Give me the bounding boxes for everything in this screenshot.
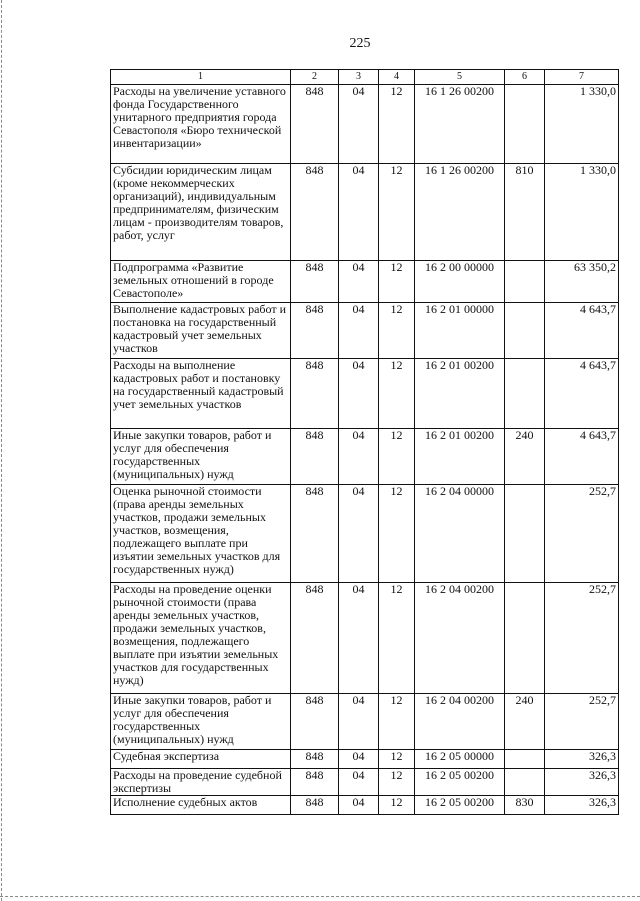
row-name-cell: Расходы на проведение судебной экспертизы xyxy=(111,769,291,796)
row-pr-cell: 12 xyxy=(379,796,415,815)
scan-edge-left xyxy=(1,0,2,901)
table-row xyxy=(111,694,619,750)
row-ved-cell: 848 xyxy=(291,429,339,485)
col-header-6: 6 xyxy=(505,70,545,85)
row-rz-cell: 04 xyxy=(339,769,379,796)
row-vr-cell xyxy=(505,583,545,694)
row-vr-cell: 810 xyxy=(505,164,545,261)
row-ved-cell: 848 xyxy=(291,769,339,796)
row-csr-cell: 16 2 04 00000 xyxy=(415,485,505,583)
table-row xyxy=(111,261,619,303)
col-header-3: 3 xyxy=(339,70,379,85)
row-rz-cell: 04 xyxy=(339,485,379,583)
table-row xyxy=(111,769,619,796)
budget-table xyxy=(110,69,619,815)
row-rz-cell: 04 xyxy=(339,164,379,261)
row-ved-cell: 848 xyxy=(291,750,339,769)
row-csr-cell: 16 2 04 00200 xyxy=(415,694,505,750)
row-ved-cell: 848 xyxy=(291,85,339,164)
scan-edge-bottom xyxy=(0,896,640,897)
row-pr-cell: 12 xyxy=(379,485,415,583)
row-rz-cell: 04 xyxy=(339,429,379,485)
row-pr-cell: 12 xyxy=(379,429,415,485)
row-csr-cell: 16 2 01 00200 xyxy=(415,429,505,485)
row-pr-cell: 12 xyxy=(379,769,415,796)
col-header-2: 2 xyxy=(291,70,339,85)
row-amount-cell: 63 350,2 xyxy=(545,261,619,303)
col-header-1: 1 xyxy=(111,70,291,85)
row-ved-cell: 848 xyxy=(291,796,339,815)
row-pr-cell: 12 xyxy=(379,85,415,164)
table-row xyxy=(111,429,619,485)
row-vr-cell: 240 xyxy=(505,694,545,750)
row-amount-cell: 4 643,7 xyxy=(545,359,619,429)
row-pr-cell: 12 xyxy=(379,261,415,303)
row-csr-cell: 16 2 00 00000 xyxy=(415,261,505,303)
row-amount-cell: 252,7 xyxy=(545,485,619,583)
row-pr-cell: 12 xyxy=(379,583,415,694)
table-row xyxy=(111,164,619,261)
row-vr-cell xyxy=(505,261,545,303)
table-row xyxy=(111,583,619,694)
row-vr-cell: 240 xyxy=(505,429,545,485)
row-csr-cell: 16 2 05 00200 xyxy=(415,796,505,815)
row-name-cell: Расходы на увеличение уставного фонда Государственного унитарного предприятия города Севастополя «Бюро технической инвентаризации» xyxy=(111,85,291,164)
row-csr-cell: 16 2 01 00200 xyxy=(415,359,505,429)
row-ved-cell: 848 xyxy=(291,164,339,261)
col-header-4: 4 xyxy=(379,70,415,85)
row-ved-cell: 848 xyxy=(291,694,339,750)
row-rz-cell: 04 xyxy=(339,261,379,303)
row-amount-cell: 252,7 xyxy=(545,583,619,694)
row-csr-cell: 16 2 01 00000 xyxy=(415,303,505,359)
row-ved-cell: 848 xyxy=(291,303,339,359)
row-csr-cell: 16 2 04 00200 xyxy=(415,583,505,694)
row-ved-cell: 848 xyxy=(291,359,339,429)
row-name-cell: Подпрограмма «Развитие земельных отношений в городе Севастополе» xyxy=(111,261,291,303)
row-amount-cell: 1 330,0 xyxy=(545,85,619,164)
row-name-cell: Исполнение судебных актов xyxy=(111,796,291,815)
row-pr-cell: 12 xyxy=(379,750,415,769)
row-amount-cell: 326,3 xyxy=(545,796,619,815)
row-name-cell: Выполнение кадастровых работ и постановка на государственный кадастровый учет земельных участков xyxy=(111,303,291,359)
row-amount-cell: 326,3 xyxy=(545,750,619,769)
row-vr-cell xyxy=(505,85,545,164)
row-rz-cell: 04 xyxy=(339,359,379,429)
row-name-cell: Иные закупки товаров, работ и услуг для обеспечения государственных (муниципальных) нужд xyxy=(111,694,291,750)
row-pr-cell: 12 xyxy=(379,303,415,359)
row-amount-cell: 4 643,7 xyxy=(545,429,619,485)
row-pr-cell: 12 xyxy=(379,694,415,750)
row-amount-cell: 1 330,0 xyxy=(545,164,619,261)
row-name-cell: Расходы на выполнение кадастровых работ и постановку на государственный кадастровый учет земельных участков xyxy=(111,359,291,429)
row-ved-cell: 848 xyxy=(291,485,339,583)
row-rz-cell: 04 xyxy=(339,85,379,164)
row-pr-cell: 12 xyxy=(379,359,415,429)
row-pr-cell: 12 xyxy=(379,164,415,261)
row-csr-cell: 16 1 26 00200 xyxy=(415,164,505,261)
row-name-cell: Иные закупки товаров, работ и услуг для обеспечения государственных (муниципальных) нужд xyxy=(111,429,291,485)
row-rz-cell: 04 xyxy=(339,796,379,815)
row-rz-cell: 04 xyxy=(339,750,379,769)
col-header-7: 7 xyxy=(545,70,619,85)
row-rz-cell: 04 xyxy=(339,303,379,359)
table-row xyxy=(111,85,619,164)
row-ved-cell: 848 xyxy=(291,583,339,694)
row-name-cell: Субсидии юридическим лицам (кроме некоммерческих организаций), индивидуальным предпринимателям, физическим лицам - производителям товаров, работ, услуг xyxy=(111,164,291,261)
header-row xyxy=(111,70,619,85)
row-vr-cell xyxy=(505,750,545,769)
row-ved-cell: 848 xyxy=(291,261,339,303)
row-amount-cell: 326,3 xyxy=(545,769,619,796)
row-name-cell: Судебная экспертиза xyxy=(111,750,291,769)
table-row xyxy=(111,303,619,359)
row-csr-cell: 16 2 05 00000 xyxy=(415,750,505,769)
row-vr-cell xyxy=(505,359,545,429)
row-vr-cell xyxy=(505,485,545,583)
row-rz-cell: 04 xyxy=(339,583,379,694)
row-name-cell: Оценка рыночной стоимости (права аренды земельных участков, продажи земельных участков, возмещения, подлежащего выплате при изъятии земельных участков для государственных нужд) xyxy=(111,485,291,583)
row-csr-cell: 16 2 05 00200 xyxy=(415,769,505,796)
table-row xyxy=(111,796,619,815)
table-row xyxy=(111,485,619,583)
page-number: 225 xyxy=(349,36,371,51)
col-header-5: 5 xyxy=(415,70,505,85)
row-amount-cell: 252,7 xyxy=(545,694,619,750)
row-csr-cell: 16 1 26 00200 xyxy=(415,85,505,164)
table-row xyxy=(111,359,619,429)
row-vr-cell xyxy=(505,769,545,796)
table-row xyxy=(111,750,619,769)
row-rz-cell: 04 xyxy=(339,694,379,750)
row-amount-cell: 4 643,7 xyxy=(545,303,619,359)
row-vr-cell: 830 xyxy=(505,796,545,815)
row-name-cell: Расходы на проведение оценки рыночной стоимости (права аренды земельных участков, продажи земельных участков, возмещения, подлежащего выплате при изъятии земельных участков для государственных нужд) xyxy=(111,583,291,694)
row-vr-cell xyxy=(505,303,545,359)
